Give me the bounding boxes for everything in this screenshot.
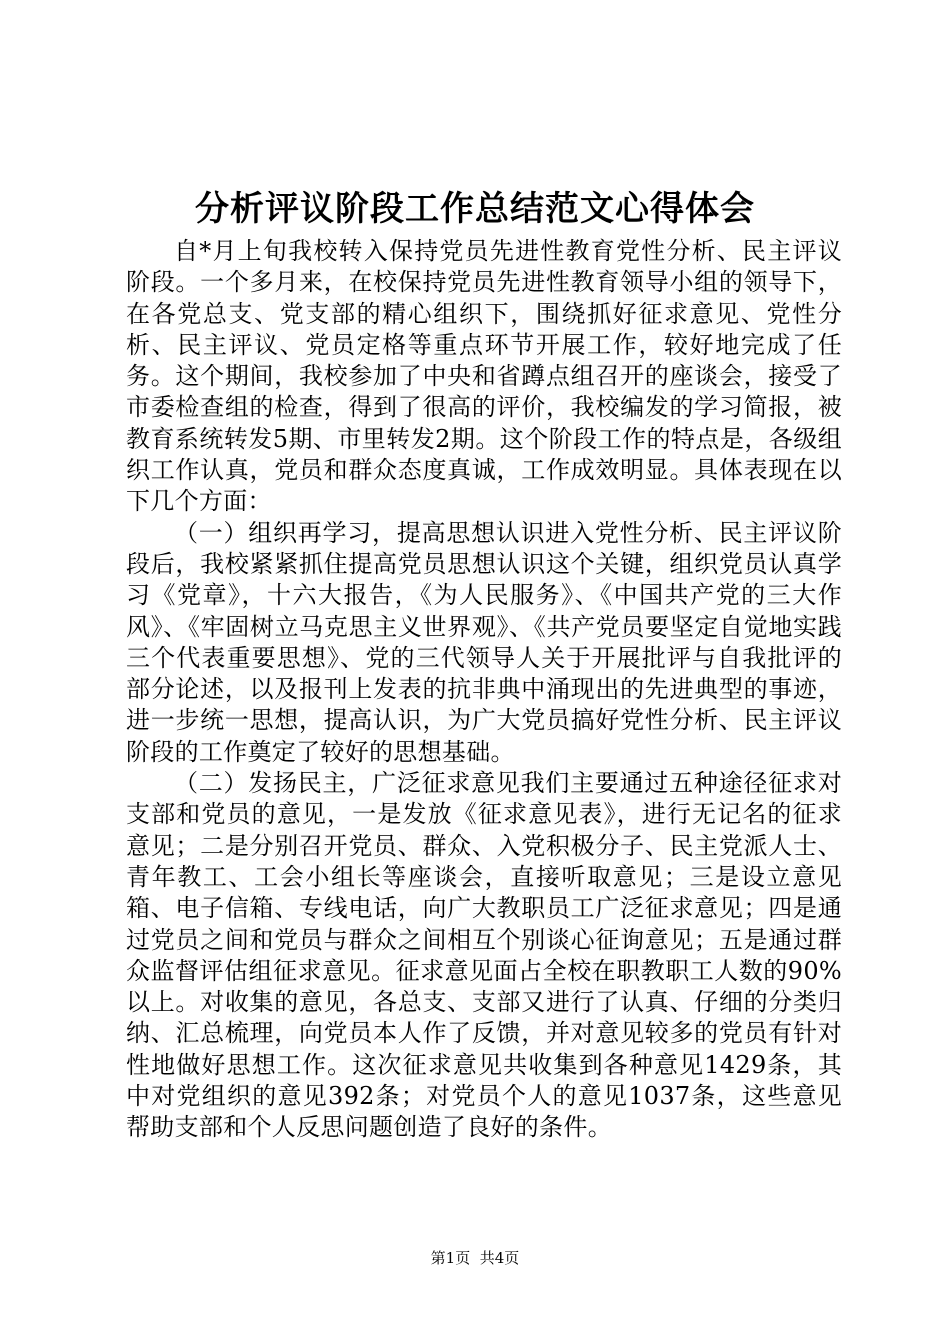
paragraph-section-2: （二）发扬民主，广泛征求意见我们主要通过五种途径征求对支部和党员的意见，一是发放《征求意见表》，进行无记名的征求意见；二是分别召开党员、群众、入党积极分子、民主党派人士、青年教工、工会小组长等座谈会，直接听取意见；三是设立意见箱、电子信箱、专线电话，向广大教职员工广泛征求意见；四是通过党员之间和党员与群众之间相互个别谈心征询意见；五是通过群众监督评估组征求意见。征求意见面占全校在职教职工人数的90%以上。对收集的意见，各总支、支部又进行了认真、仔细的分类归纳、汇总梳理，向党员本人作了反馈，并对意见较多的党员有针对性地做好思想工作。这次征求意见共收集到各种意见1429条，其中对党组织的意见392条；对党员个人的意见1037条，这些意见帮助支部和个人反思问题创造了良好的条件。 — [126, 769, 842, 1142]
paragraph-intro: 自*月上旬我校转入保持党员先进性教育党性分析、民主评议阶段。一个多月来，在校保持党员先进性教育领导小组的领导下，在各党总支、党支部的精心组织下，围绕抓好征求意见、党性分析、民主评议、党员定格等重点环节开展工作，较好地完成了任务。这个期间，我校参加了中央和省蹲点组召开的座谈会，接受了市委检查组的检查，得到了很高的评价，我校编发的学习简报，被教育系统转发5期、市里转发2期。这个阶段工作的特点是，各级组织工作认真，党员和群众态度真诚，工作成效明显。具体表现在以下几个方面： — [126, 237, 842, 516]
page-footer — [0, 1248, 950, 1268]
page-number: 第1页 — [430, 1249, 471, 1267]
document-body — [126, 236, 842, 1144]
page-total: 共4页 — [479, 1249, 520, 1267]
document-title: 分析评议阶段工作总结范文心得体会 — [195, 189, 755, 229]
paragraph-section-1: （一）组织再学习，提高思想认识进入党性分析、民主评议阶段后，我校紧紧抓住提高党员思想认识这个关键，组织党员认真学习《党章》，十六大报告，《为人民服务》、《中国共产党的三大作风》、《牢固树立马克思主义世界观》、《共产党员要坚定自觉地实践三个代表重要思想》、党的三代领导人关于开展批评与自我批评的部分论述，以及报刊上发表的抗非典中涌现出的先进典型的事迹，进一步统一思想，提高认识，为广大党员搞好党性分析、民主评议阶段的工作奠定了较好的思想基础。 — [126, 518, 842, 766]
